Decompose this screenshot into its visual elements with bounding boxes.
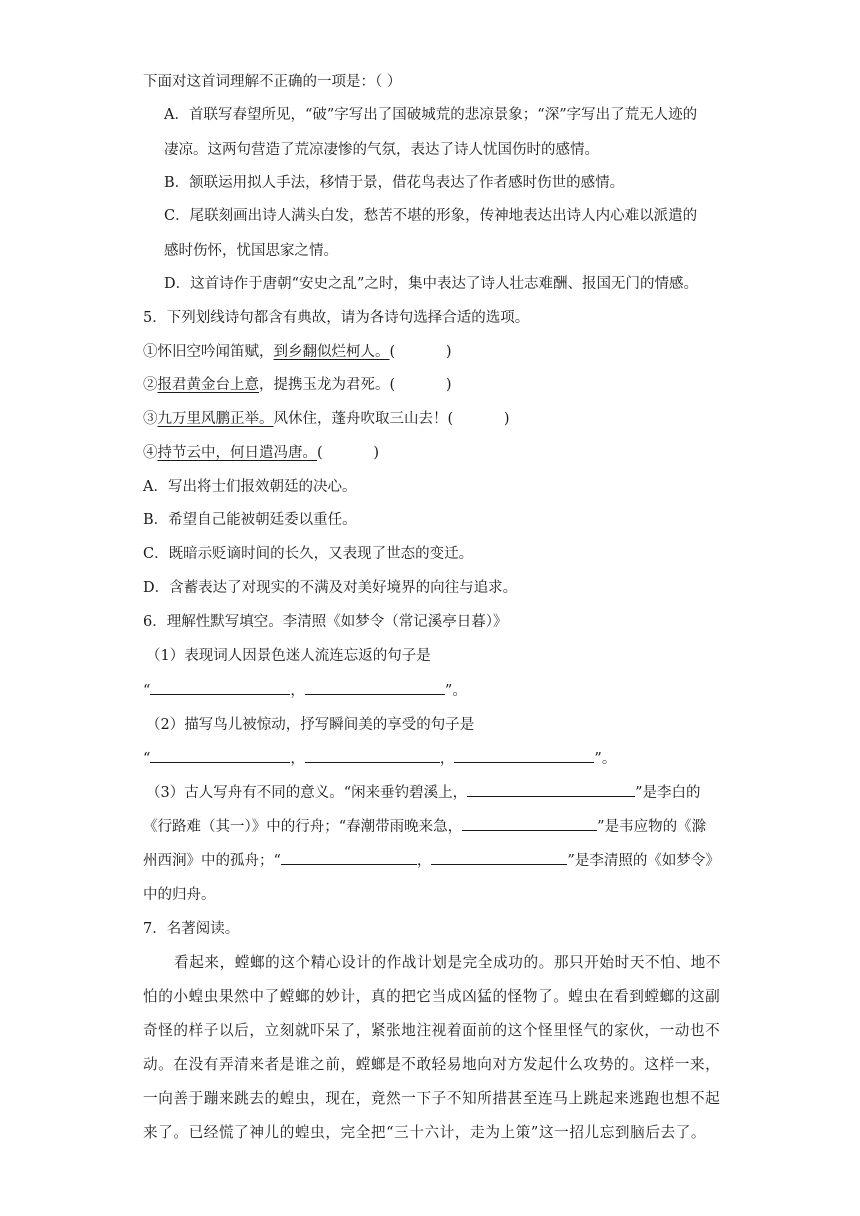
q5-line2-text[interactable]: ，提携玉龙为君死。( ) [259, 377, 452, 393]
q5-line4-number: ④ [143, 445, 158, 461]
q5-line3 [143, 408, 723, 430]
answer-blank[interactable] [281, 850, 417, 865]
q6-part3-text: ”是李白的 [635, 785, 701, 801]
q5-line3-underlined: 九万里风鹏正举。 [157, 411, 274, 427]
q5-line4-underlined: 持节云中，何日遣冯唐。 [157, 445, 317, 461]
answer-blank[interactable] [150, 680, 290, 695]
q7-passage-line3: 奇怪的样子以后，立刻就吓呆了，紧张地注视着面前的这个怪里怪气的家伙，一动也不 [143, 1022, 721, 1039]
q6-part2: （2）描写鸟儿被惊动，抒写瞬间美的享受的句子是 [146, 717, 475, 733]
q6-part3-text: 州西涧》中的孤舟；“ [143, 853, 281, 869]
q6-close-quote: ”。 [594, 751, 617, 767]
q6-comma: ， [290, 751, 305, 767]
q5-line2-number: ② [143, 377, 158, 393]
q6-part3-text: ”是李清照的《如梦令》 [567, 853, 720, 869]
q6-comma: ， [416, 853, 432, 869]
answer-blank[interactable] [454, 748, 594, 763]
q4-stem: 下面对这首词理解不正确的一项是：（ ） [143, 74, 402, 90]
answer-blank[interactable] [467, 782, 635, 797]
q6-part3-text: 《行路难（其一）》中的行舟；“春潮带雨晚来急， [143, 819, 463, 835]
q5-option-b: B．希望自己能被朝廷委以重任。 [143, 512, 357, 528]
q5-line2 [143, 374, 723, 396]
q7-passage-line5: 一向善于蹦来跳去的蝗虫，现在，竟然一下子不知所措甚至连马上跳起来逃跑也想不起 [143, 1090, 721, 1107]
q7-passage-line2: 怕的小蝗虫果然中了螳螂的妙计，真的把它当成凶猛的怪物了。蝗虫在看到螳螂的这副 [143, 988, 721, 1005]
q5-line3-number: ③ [143, 411, 158, 427]
q5-line1-answer-blank[interactable]: ( ) [389, 344, 452, 360]
q6-part3-line3 [143, 850, 723, 872]
q6-open-quote: “ [143, 751, 151, 767]
q6-part1: （1）表现词人因景色迷人流连忘返的句子是 [146, 648, 431, 664]
q6-comma: ， [439, 751, 455, 767]
q5-option-d: D．含蓄表达了对现实的不满及对美好境界的向往与追求。 [143, 580, 518, 596]
q4-option-a-line1: A．首联写春望所见，“破”字写出了国破城荒的悲凉景象；“深”字写出了荒无人迹的 [164, 107, 698, 123]
q5-line3-text[interactable]: 风休住，蓬舟吹取三山去！( ) [273, 411, 510, 427]
q4-option-b: B．颔联运用拟人手法，移情于景，借花鸟表达了作者感时伤世的感情。 [164, 175, 625, 191]
q5-line1-underlined: 到乡翻似烂柯人。 [273, 344, 390, 360]
answer-blank[interactable] [431, 850, 567, 865]
q6-comma: ， [290, 683, 305, 699]
q6-part2-blanks [143, 748, 723, 770]
q5-option-c: C．既暗示贬谪时间的长久，又表现了世态的变迁。 [143, 546, 474, 562]
q7-passage-line6: 来了。已经慌了神儿的蝗虫，完全把“三十六计，走为上策”这一招儿忘到脑后去了。 [143, 1124, 707, 1141]
q5-line2-underlined: 报君黄金台上意 [157, 377, 259, 393]
answer-blank[interactable] [150, 748, 290, 763]
answer-blank[interactable] [305, 748, 440, 763]
q5-line1-text: ①怀旧空吟闻笛赋， [143, 344, 274, 360]
q6-stem: 6．理解性默写填空。李清照《如梦令（常记溪亭日暮）》 [143, 614, 508, 630]
q6-open-quote: “ [143, 683, 151, 699]
answer-blank[interactable] [462, 816, 597, 831]
q6-part3-line2 [143, 816, 723, 838]
q6-part3-text: （3）古人写舟有不同的意义。“闲来垂钓碧溪上， [146, 785, 468, 801]
q4-option-d: D．这首诗作于唐朝“安史之乱”之时，集中表达了诗人壮志难酬、报国无门的情感。 [164, 276, 698, 292]
q4-option-c-line2: 感时伤怀，忧国思家之情。 [164, 243, 338, 259]
q6-close-quote: ”。 [444, 683, 467, 699]
q5-line1 [143, 341, 723, 363]
q4-option-c-line1: C．尾联刻画出诗人满头白发，愁苦不堪的形象，传神地表达出诗人内心难以派遣的 [164, 208, 698, 224]
q6-part3-text: ”是韦应物的《滁 [597, 819, 707, 835]
q5-stem: 5．下列划线诗句都含有典故，请为各诗句选择合适的选项。 [143, 310, 530, 326]
q7-passage-line4: 动。在没有弄清来者是谁之前，螳螂是不敢轻易地向对方发起什么攻势的。这样一来， [143, 1056, 721, 1073]
q7-passage-line1: 看起来，螳螂的这个精心设计的作战计划是完全成功的。那只开始时天不怕、地不 [174, 954, 721, 971]
q6-part3-line1 [146, 782, 726, 804]
q5-line4-answer-blank[interactable]: ( ) [317, 445, 380, 461]
q4-option-a-line2: 凄凉。这两句营造了荒凉凄惨的气氛，表达了诗人忧国伤时的感情。 [164, 142, 599, 158]
q5-option-a: A．写出将士们报效朝廷的决心。 [143, 479, 357, 495]
q5-line4 [143, 442, 723, 464]
answer-blank[interactable] [305, 680, 445, 695]
q6-part3-line4: 中的归舟。 [143, 887, 216, 903]
q7-stem: 7．名著阅读。 [143, 921, 240, 937]
q6-part1-blanks [143, 680, 723, 702]
